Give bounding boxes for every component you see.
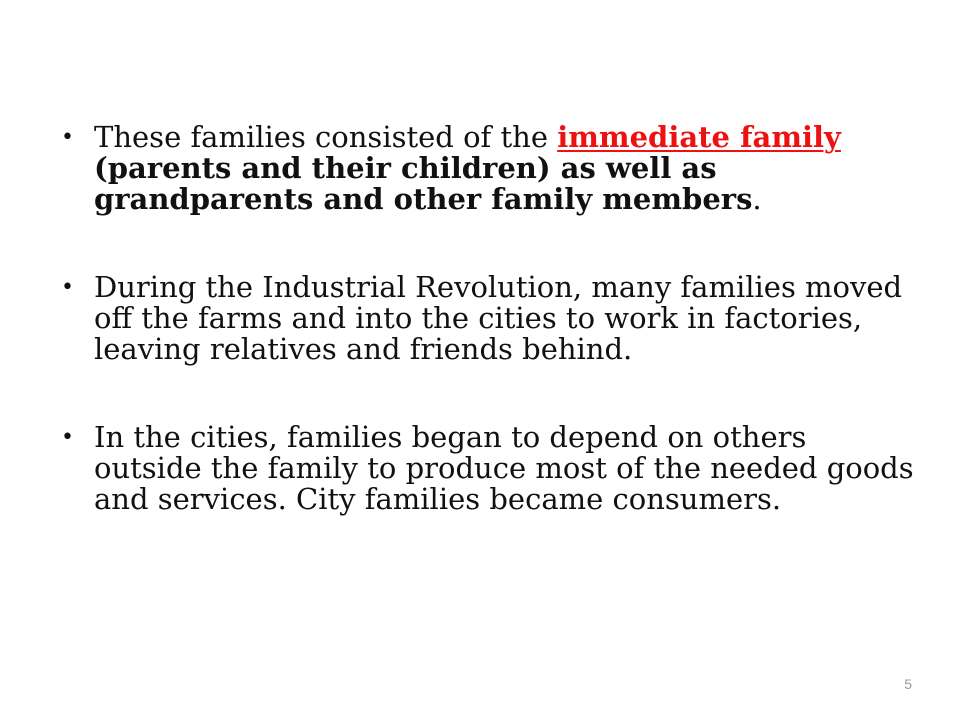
bullet-icon: •	[61, 125, 74, 150]
bullet-item	[58, 122, 920, 215]
bullet-text: In the cities, families began to depend on others outside the family to produce most of the needed goods and services. City families became consumers.	[94, 420, 914, 516]
bullet-icon: •	[61, 275, 74, 300]
bullet-item	[58, 422, 920, 515]
text-segment: These families consisted of the	[94, 120, 558, 154]
text-segment: .	[752, 182, 762, 216]
bullet-list	[58, 122, 920, 572]
bullet-text	[94, 120, 841, 216]
bullet-icon: •	[61, 425, 74, 450]
page-number: 5	[904, 676, 912, 692]
bold-text-segment: (parents and their children) as well as grandparents and other family members	[94, 151, 753, 216]
highlighted-term: immediate family	[557, 120, 841, 154]
bullet-text: During the Industrial Revolution, many families moved off the farms and into the cities to work in factories, leaving relatives and friends behind.	[94, 270, 903, 366]
bullet-item	[58, 272, 920, 365]
